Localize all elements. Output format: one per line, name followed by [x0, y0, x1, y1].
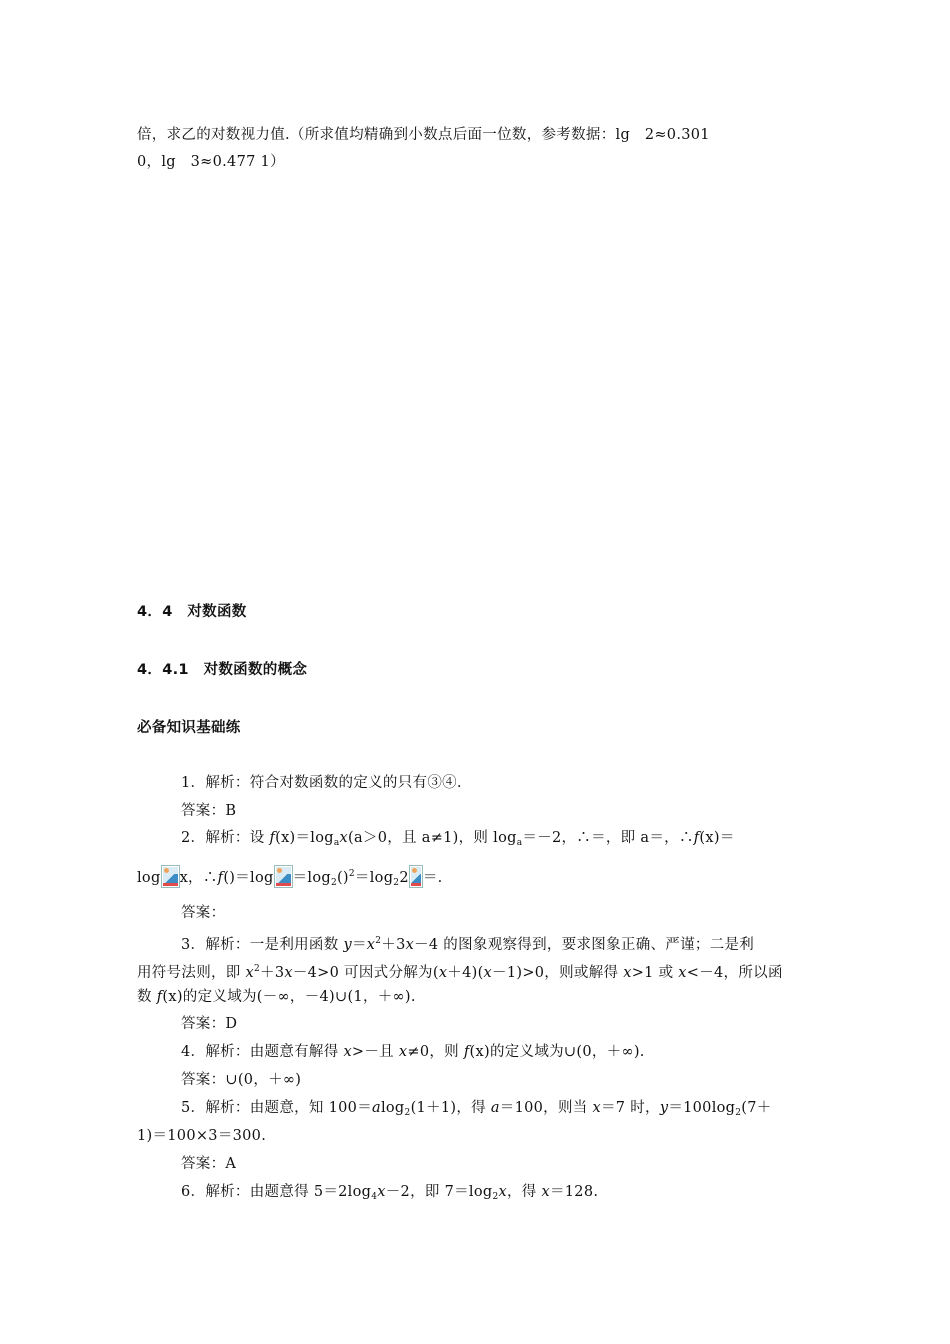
q5-analysis-line2: 1)＝100×3＝300.	[137, 1128, 267, 1144]
q6-analysis	[181, 1182, 598, 1207]
q5-answer: 答案：A	[181, 1156, 237, 1172]
text: ＝log	[292, 870, 331, 886]
text: ＝100log	[668, 1100, 736, 1116]
text: －1)>0，则或解得	[492, 965, 624, 981]
paragraph-line: 0，lg 3≈0.477 1）	[137, 154, 285, 170]
text: a	[372, 1100, 381, 1116]
q2-analysis-line2	[137, 864, 443, 893]
text: f	[463, 1044, 470, 1060]
text: x	[498, 1184, 507, 1200]
text: a	[490, 1100, 500, 1116]
text: ＋3	[381, 937, 406, 953]
text: 2．解析：设	[181, 830, 270, 846]
text: f	[156, 989, 163, 1005]
text: (1＋1)，得	[410, 1100, 491, 1116]
text: x	[405, 937, 415, 953]
text: x	[438, 965, 448, 981]
text: －4 的图象观察得到，要求图象正确、严谨；二是利	[414, 937, 755, 953]
text: ＋3	[260, 965, 285, 981]
text: ＝	[351, 937, 367, 953]
text: ＝.	[422, 870, 443, 886]
text: log	[380, 1100, 405, 1116]
text: ＋4)(	[447, 965, 484, 981]
text: x	[366, 937, 376, 953]
text: x	[678, 965, 687, 981]
text: 数	[137, 989, 157, 1005]
text: ≠0，则	[407, 1044, 464, 1060]
subscript: 2	[492, 1192, 499, 1202]
section-heading: 4．4 对数函数	[137, 604, 247, 620]
subscript: 2	[393, 878, 400, 888]
missing-image-icon	[274, 865, 293, 888]
text: f	[693, 830, 700, 846]
text: 用符号法则，即	[137, 965, 246, 981]
text: x	[245, 965, 254, 981]
subscript: 2	[735, 1108, 742, 1118]
text: (a＞0，且 a≠1)，则 log	[348, 830, 517, 846]
text: ，得	[506, 1184, 542, 1200]
text: ＝7 时，	[600, 1100, 660, 1116]
text: 5．解析：由题意，知 100＝	[181, 1100, 373, 1116]
text: >－且	[351, 1044, 399, 1060]
text: (x)	[469, 1044, 490, 1060]
q1-answer: 答案：B	[181, 803, 237, 819]
missing-image-icon	[409, 865, 423, 888]
text: x	[343, 1044, 352, 1060]
text: y	[659, 1100, 669, 1116]
text: x	[339, 830, 349, 846]
q3-analysis-line3	[137, 987, 416, 1007]
text: ＝－2，∴＝，即 a＝，∴	[522, 830, 694, 846]
text: (x)＝log	[275, 830, 334, 846]
text: x	[541, 1184, 550, 1200]
text: x	[284, 965, 293, 981]
subscript: 4	[371, 1192, 378, 1202]
q2-analysis-line1	[181, 828, 735, 853]
subscript: 2	[330, 878, 337, 888]
paragraph-line: 倍，求乙的对数视力值.（所求值均精确到小数点后面一位数，参考数据：lg 2≈0.301	[137, 127, 710, 143]
text: －2，即 7＝log	[385, 1184, 493, 1200]
q2-answer: 答案：	[181, 905, 226, 921]
text: x	[398, 1044, 408, 1060]
text: log	[137, 870, 161, 886]
text: x	[483, 965, 493, 981]
text: 的定义域为(－∞，－4)∪(1，＋∞).	[182, 989, 416, 1005]
text: ＝log	[354, 870, 394, 886]
q3-analysis-line2	[137, 959, 783, 983]
text: ＝100，则当	[499, 1100, 593, 1116]
text: 的定义域为∪(0，＋∞).	[489, 1044, 645, 1060]
text: 3．解析：一是利用函数	[181, 937, 344, 953]
text: 6．解析：由题意得 5＝2log	[181, 1184, 372, 1200]
text: ()＝log	[223, 870, 274, 886]
text: x，∴	[179, 870, 218, 886]
q3-answer: 答案：D	[181, 1016, 238, 1032]
subsection-heading: 4．4.1 对数函数的概念	[137, 662, 308, 678]
text: －4>0 可因式分解为(	[292, 965, 439, 981]
practice-heading: 必备知识基础练	[137, 720, 241, 736]
subscript: a	[516, 838, 523, 848]
q4-analysis	[181, 1042, 645, 1062]
text: x	[592, 1100, 601, 1116]
text: f	[217, 870, 224, 886]
superscript: 2	[254, 964, 261, 974]
superscript: 2	[375, 936, 382, 946]
q3-analysis-line1	[181, 931, 754, 955]
text: >1 或	[631, 965, 679, 981]
text: (7＋	[741, 1100, 772, 1116]
subscript: a	[333, 838, 340, 848]
text: f	[269, 830, 276, 846]
text: x	[623, 965, 632, 981]
text: (x)	[162, 989, 183, 1005]
q1-analysis: 1．解析：符合对数函数的定义的只有③④.	[181, 775, 462, 791]
text: x	[377, 1184, 386, 1200]
text: ()	[336, 870, 349, 886]
text: (x)＝	[699, 830, 735, 846]
text: y	[343, 937, 352, 953]
text: <－4，所以函	[686, 965, 783, 981]
superscript: 2	[348, 869, 355, 879]
missing-image-icon	[161, 865, 180, 888]
subscript: 2	[404, 1108, 411, 1118]
text: ＝128.	[549, 1184, 599, 1200]
text: 2	[399, 870, 409, 886]
text: 4．解析：由题意有解得	[181, 1044, 344, 1060]
q5-analysis-line1	[181, 1098, 772, 1123]
q4-answer: 答案：∪(0，＋∞)	[181, 1072, 302, 1088]
